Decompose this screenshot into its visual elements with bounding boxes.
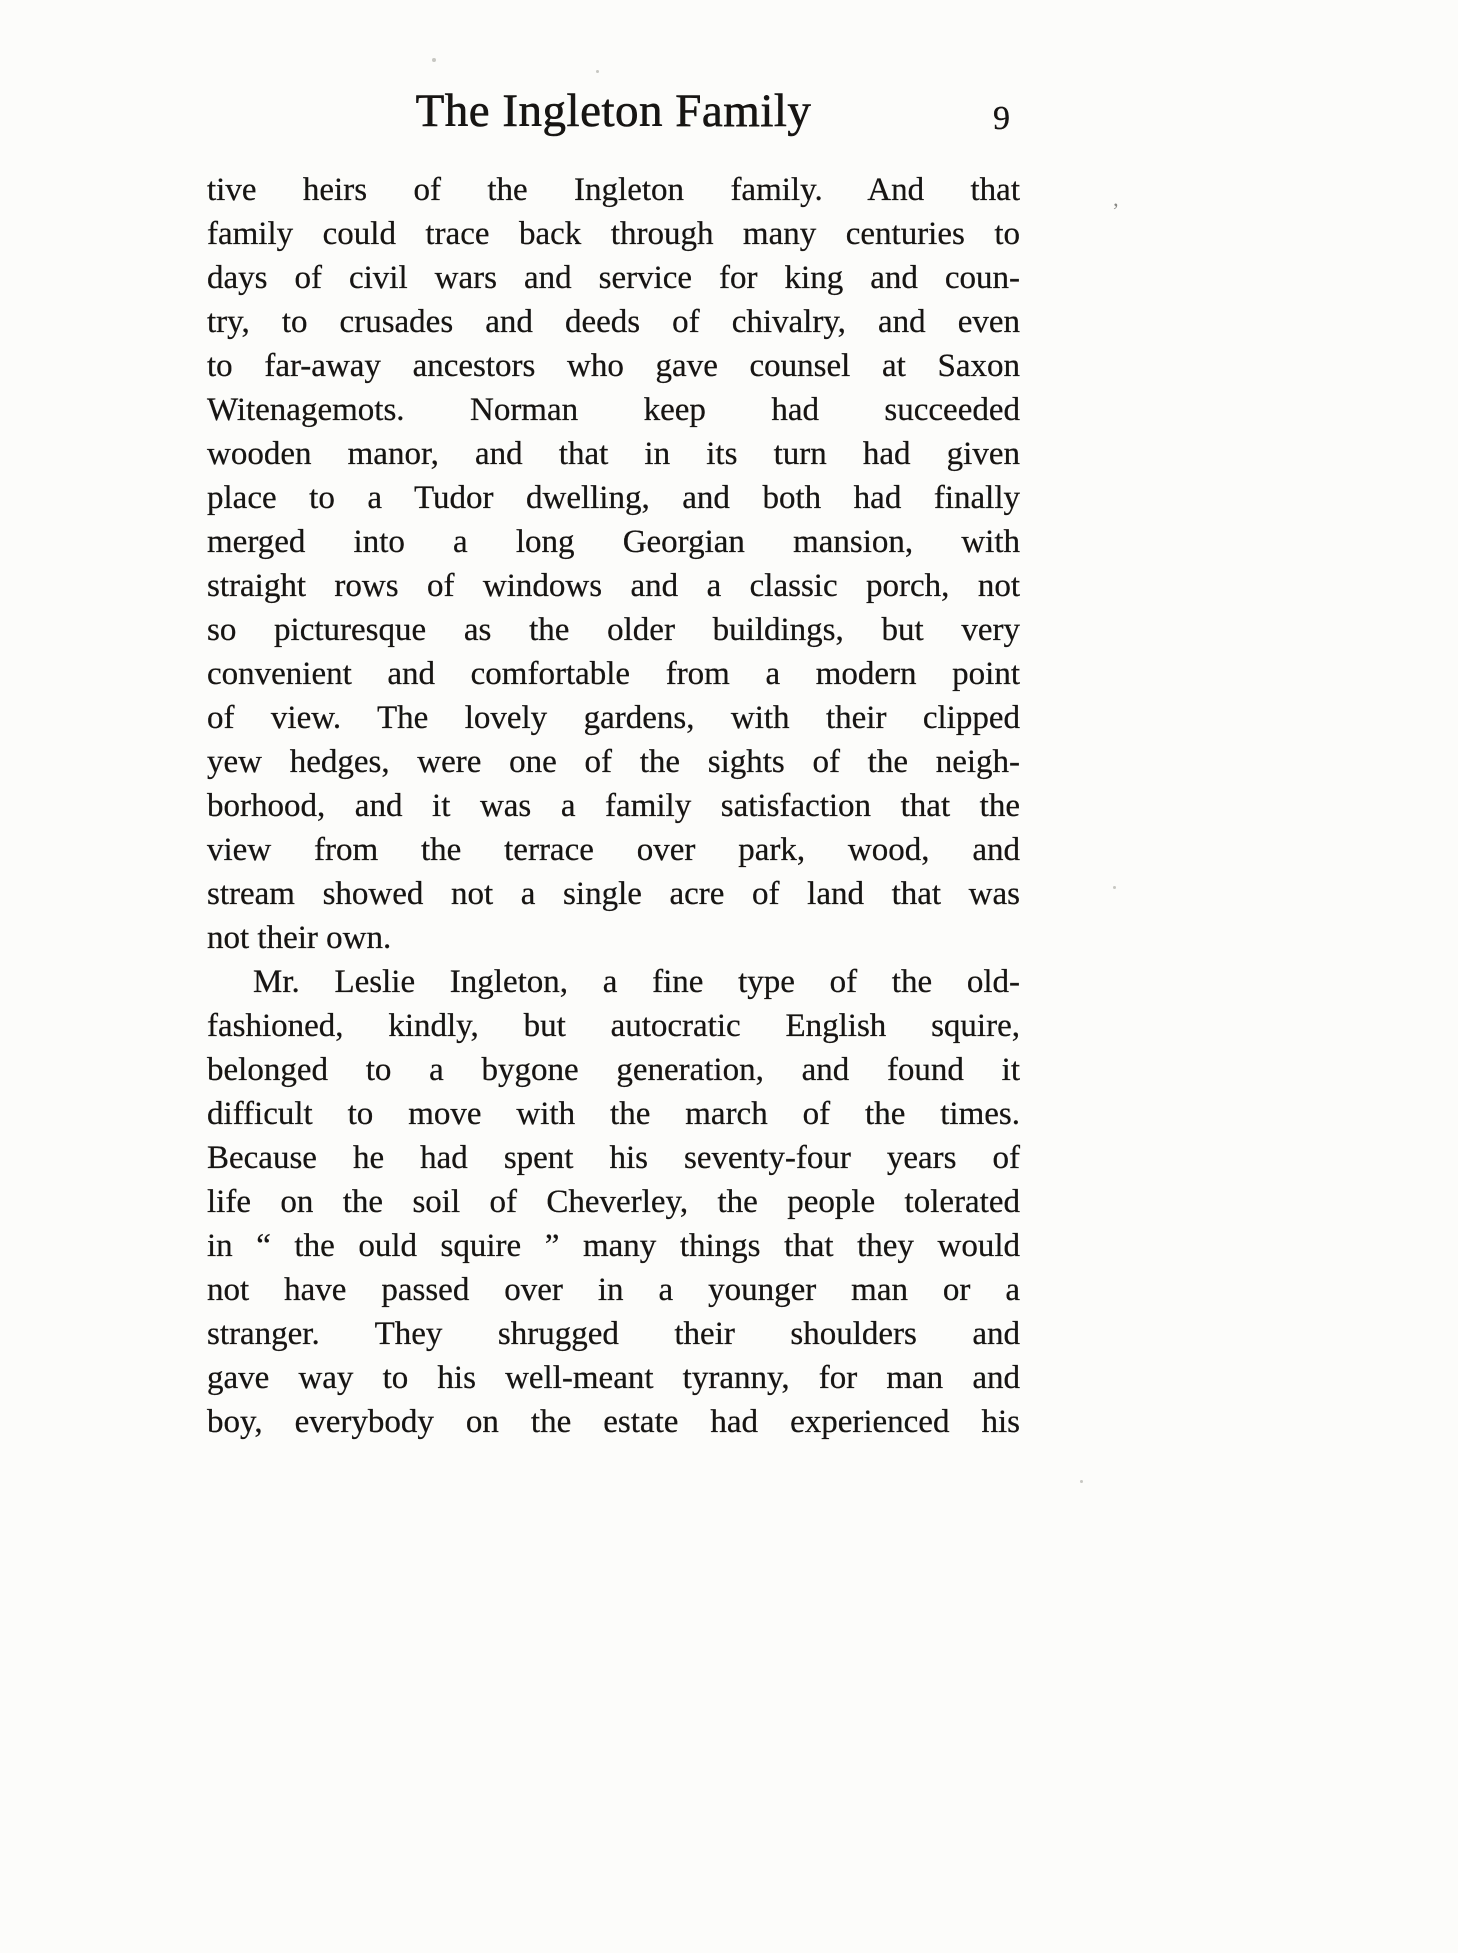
text-line: view from the terrace over park, wood, and [207, 832, 1020, 868]
text-line: stranger. They shrugged their shoulders and [207, 1316, 1020, 1352]
text-line: difficult to move with the march of the times. [207, 1096, 1020, 1132]
text-line: yew hedges, were one of the sights of the neigh- [207, 744, 1020, 780]
scan-speck [432, 58, 436, 62]
text-line: convenient and comfortable from a modern point [207, 656, 1020, 692]
text-line: family could trace back through many centuries to [207, 216, 1020, 252]
page-header [207, 84, 1020, 148]
text-line: belonged to a bygone generation, and found it [207, 1052, 1020, 1088]
text-line: merged into a long Georgian mansion, with [207, 524, 1020, 560]
text-line: days of civil wars and service for king and coun- [207, 260, 1020, 296]
paragraph [207, 168, 1020, 960]
text-line: fashioned, kindly, but autocratic English squire, [207, 1008, 1020, 1044]
text-line: straight rows of windows and a classic porch, not [207, 568, 1020, 604]
text-line: stream showed not a single acre of land that was [207, 876, 1020, 912]
paragraph [207, 960, 1020, 1444]
text-line: so picturesque as the older buildings, but very [207, 612, 1020, 648]
text-line: of view. The lovely gardens, with their clipped [207, 700, 1020, 736]
text-line: boy, everybody on the estate had experienced his [207, 1404, 1020, 1440]
text-line: not their own. [207, 920, 392, 956]
text-block [207, 168, 1020, 1444]
text-line: try, to crusades and deeds of chivalry, and even [207, 304, 1020, 340]
scan-speck [1113, 886, 1116, 889]
text-line: to far-away ancestors who gave counsel at Saxon [207, 348, 1020, 384]
page-title: The Ingleton Family [415, 85, 812, 137]
text-line: in “ the ould squire ” many things that they would [207, 1228, 1020, 1264]
page-number: 9 [993, 100, 1010, 137]
text-line: not have passed over in a younger man or a [207, 1272, 1020, 1308]
text-line: place to a Tudor dwelling, and both had finally [207, 480, 1020, 516]
scan-speck [1080, 1480, 1083, 1483]
text-line: Witenagemots. Norman keep had succeeded [207, 392, 1020, 428]
text-line: Because he had spent his seventy-four years of [207, 1140, 1020, 1176]
text-line: Mr. Leslie Ingleton, a fine type of the old- [253, 964, 1020, 1000]
text-line: gave way to his well-meant tyranny, for man and [207, 1360, 1020, 1396]
text-line: tive heirs of the Ingleton family. And that [207, 172, 1020, 208]
text-line: life on the soil of Cheverley, the people tolerated [207, 1184, 1020, 1220]
text-line: borhood, and it was a family satisfaction that the [207, 788, 1020, 824]
scan-speck [596, 70, 599, 73]
text-line: wooden manor, and that in its turn had given [207, 436, 1020, 472]
scan-artifact-mark: ’ [1112, 198, 1120, 223]
